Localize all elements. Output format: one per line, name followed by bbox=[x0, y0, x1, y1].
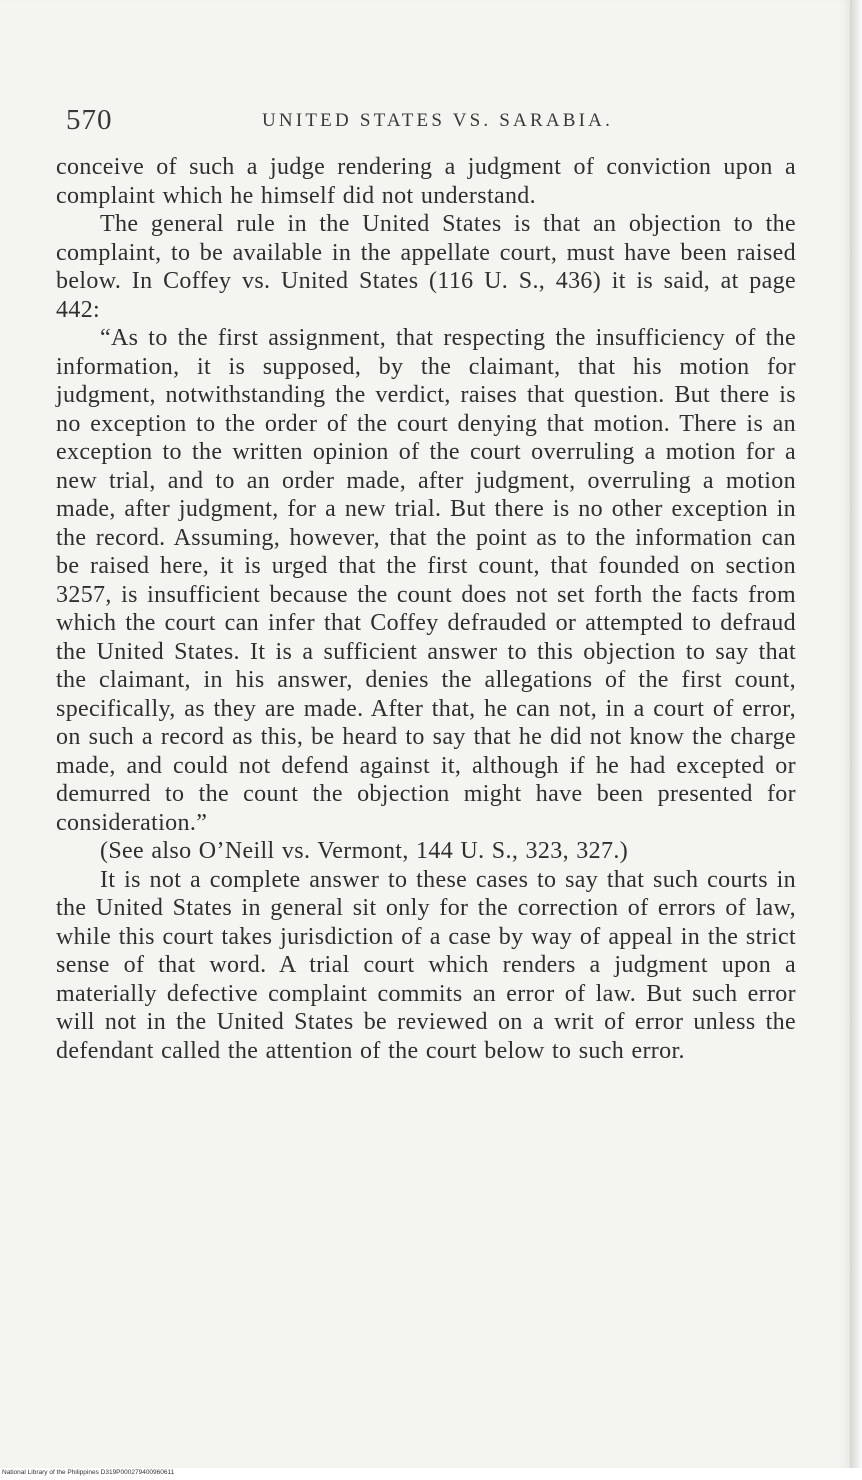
page-number: 570 bbox=[66, 104, 113, 136]
paragraph-conclusion: It is not a complete answer to these cases to say that such courts in the United States in general sit only for the correction of errors of law, while this court takes jurisdiction of a case by way of appeal in the strict sense of that word. A trial court which renders a judgment upon a materially defective complaint commits an error of law. But such error will not in the United States be reviewed on a writ of error unless the defendant called the attention of the court below to such error. bbox=[56, 866, 796, 1064]
scan-credit: National Library of the Philippines D319P000279400960611 bbox=[2, 1469, 175, 1476]
citation-see-also: (See also O’Neill vs. Vermont, 144 U. S., 323, 327.) bbox=[100, 838, 629, 864]
running-title: UNITED STATES VS. SARABIA. bbox=[262, 110, 614, 131]
paragraph-continuation: conceive of such a judge rendering a judgment of conviction upon a complaint which he himself did not understand. bbox=[56, 154, 796, 209]
page-edge-shadow bbox=[850, 0, 862, 1468]
block-quotation: “As to the first assignment, that respecting the insufficiency of the information, it is supposed, by the claimant, that his motion for judgment, notwithstanding the verdict, raises that question. But there is no exception to the order of the court denying that motion. There is an exception to the written opinion of the court overruling a motion for a new trial, and to an order made, after judgment, overruling a motion made, after judgment, for a new trial. But there is no other exception in the record. Assuming, however, that the point as to the information can be raised here, it is urged that the first count, that founded on section 3257, is insufficient because the count does not set forth the facts from which the court can infer that Coffey defrauded or attempted to defraud the United States. It is a sufficient answer to this objection to say that the claimant, in his answer, denies the allegations of the first count, specifically, as they are made. After that, he can not, in a court of error, on such a record as this, be heard to say that he did not know the charge made, and could not defend against it, although if he had excepted or demurred to the count the objection might have been presented for consideration.” bbox=[56, 325, 796, 836]
paragraph-general-rule: The general rule in the United States is that an objection to the complaint, to be available in the appellate court, must have been raised below. In Coffey vs. United States (116 U. S., 436) it is said, at page 442: bbox=[56, 211, 796, 323]
body-text bbox=[56, 153, 796, 1065]
running-head bbox=[66, 104, 766, 144]
